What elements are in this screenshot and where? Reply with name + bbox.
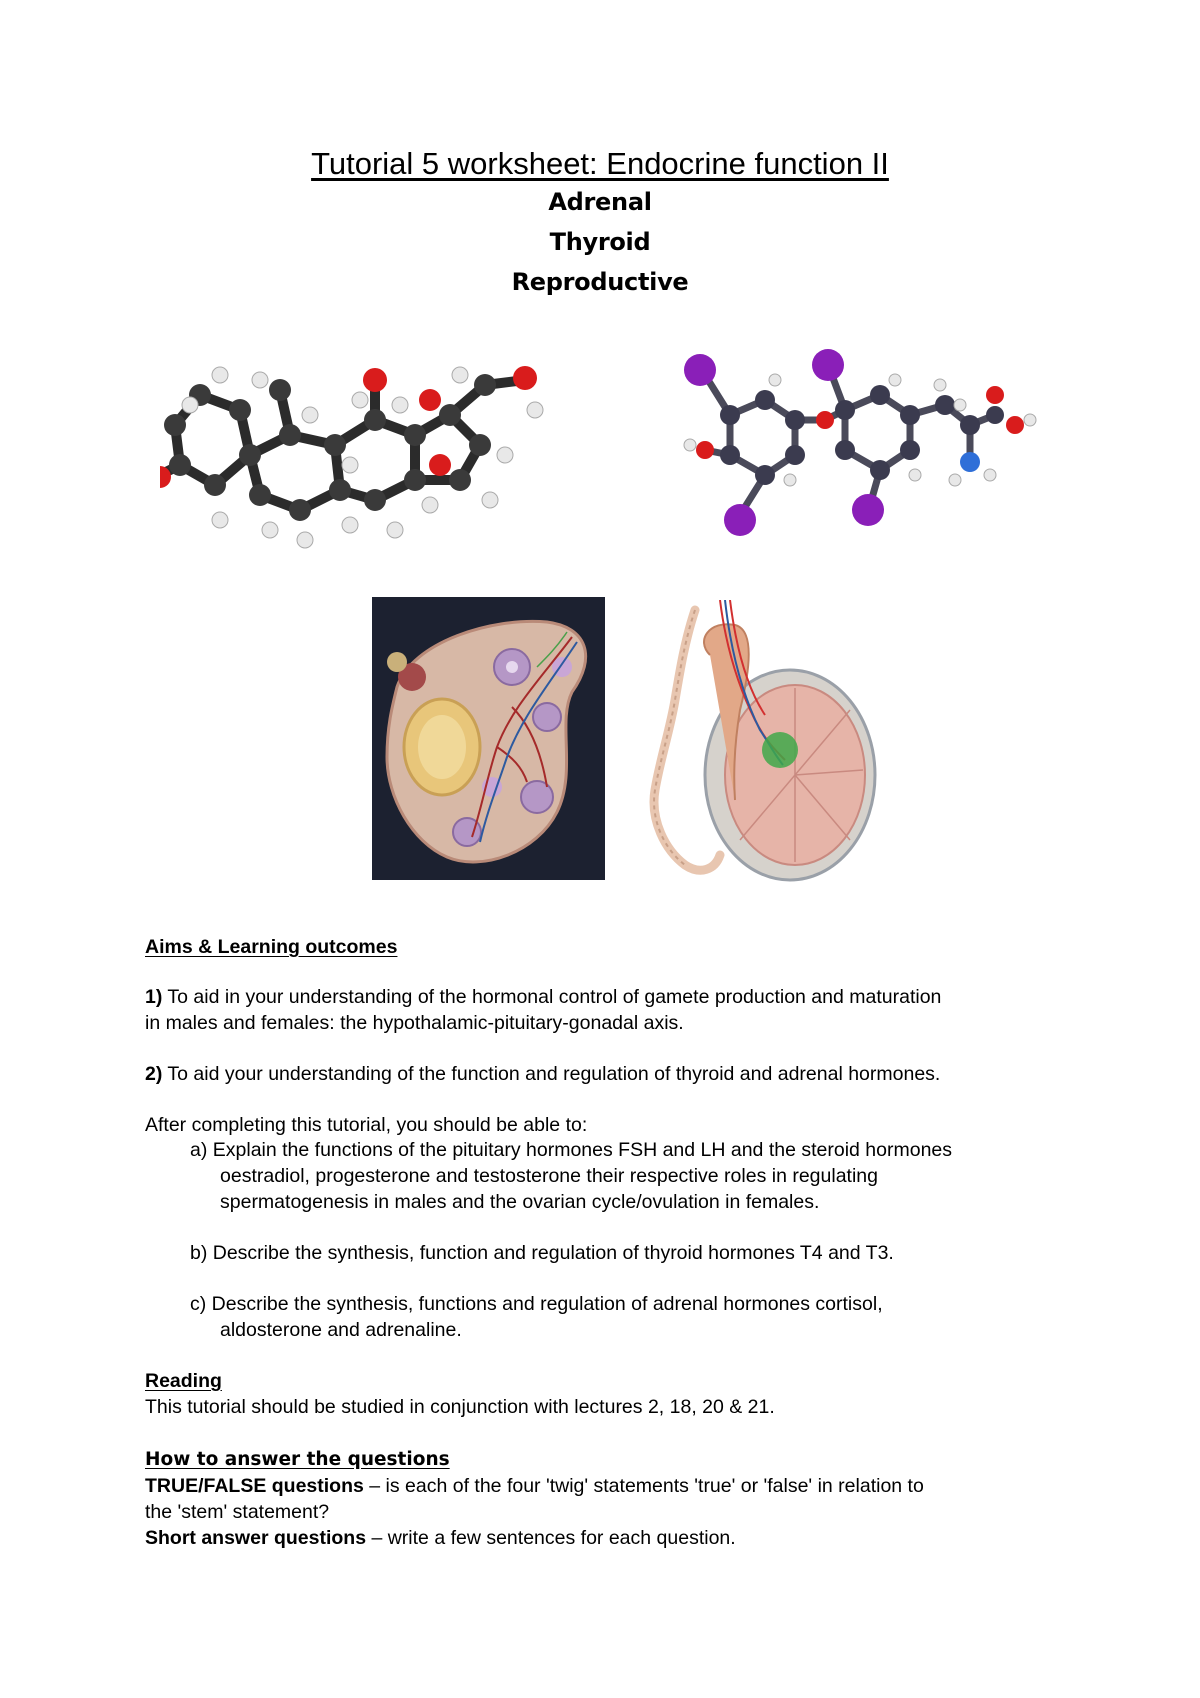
page-title: Tutorial 5 worksheet: Endocrine function II: [311, 146, 889, 181]
outcome-c-line-2: aldosterone and adrenaline.: [220, 1319, 462, 1341]
tf-line-1: [145, 1473, 924, 1499]
outcome-a-line-2: oestradiol, progesterone and testosterone their respective roles in regulating: [220, 1165, 878, 1187]
aim-1-line-1: [145, 984, 941, 1010]
outcome-c-line-1: c) Describe the synthesis, functions and regulation of adrenal hormones cortisol,: [190, 1293, 883, 1315]
ovary-illustration-image: [372, 597, 605, 880]
sa-text: – write a few sentences for each question.: [366, 1527, 736, 1549]
reading-text: This tutorial should be studied in conjunction with lectures 2, 18, 20 & 21.: [145, 1396, 775, 1418]
aim-2-line: [145, 1061, 940, 1087]
how-to-answer-heading: How to answer the questions: [145, 1449, 450, 1470]
subtitle-reproductive: Reproductive: [511, 268, 689, 296]
thyroxine-molecule-image: [670, 345, 1040, 545]
sa-line: [145, 1525, 736, 1551]
tf-line-2: the 'stem' statement?: [145, 1501, 330, 1523]
after-completing-text: After completing this tutorial, you should be able to:: [145, 1114, 588, 1136]
sa-label: Short answer questions: [145, 1527, 367, 1549]
aims-heading: Aims & Learning outcomes: [145, 936, 398, 958]
outcome-a-line-1: a) Explain the functions of the pituitary hormones FSH and LH and the steroid hormones: [190, 1139, 953, 1161]
tf-label: TRUE/FALSE questions: [145, 1475, 364, 1497]
aim-1-line-2: in males and females: the hypothalamic-pituitary-gonadal axis.: [145, 1012, 684, 1034]
testis-illustration-image: [625, 600, 880, 885]
subtitle-adrenal: Adrenal: [548, 188, 652, 216]
aim-1-text: To aid in your understanding of the hormonal control of gamete production and maturation: [162, 986, 942, 1008]
aim-2-number: 2): [145, 1063, 163, 1085]
reading-heading: Reading: [145, 1370, 222, 1392]
outcome-b-line-1: b) Describe the synthesis, function and regulation of thyroid hormones T4 and T3.: [190, 1242, 894, 1264]
cortisol-molecule-image: [160, 335, 560, 565]
aim-1-number: 1): [145, 986, 163, 1008]
outcome-a-line-3: spermatogenesis in males and the ovarian cycle/ovulation in females.: [220, 1191, 820, 1213]
subtitle-thyroid: Thyroid: [549, 228, 651, 256]
aim-2-text: To aid your understanding of the function and regulation of thyroid and adrenal hormones.: [162, 1063, 941, 1085]
tf-text: – is each of the four 'twig' statements 'true' or 'false' in relation to: [363, 1475, 924, 1497]
